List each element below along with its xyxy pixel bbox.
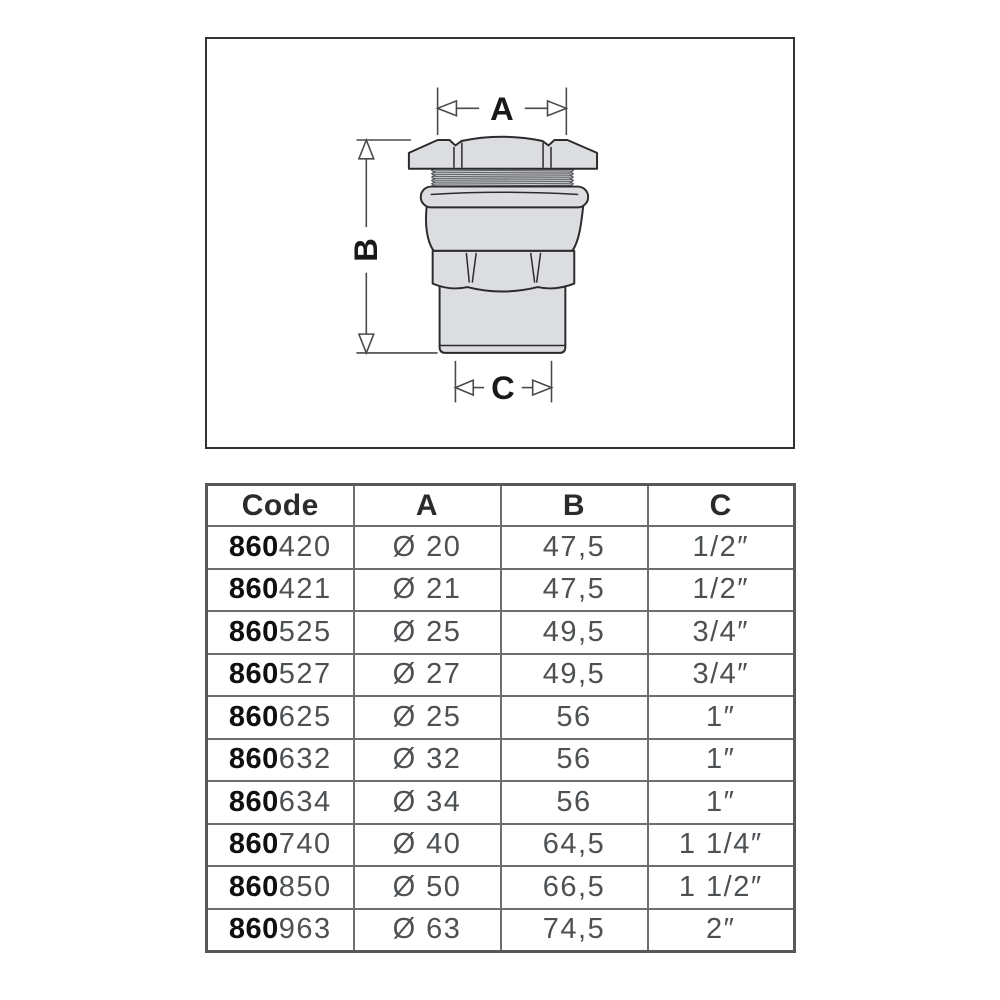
code-cell — [207, 909, 354, 952]
dim-b-cell: 66,5 — [501, 866, 648, 909]
dim-c-cell: 3/4″ — [648, 654, 795, 697]
dim-b-cell: 47,5 — [501, 526, 648, 569]
dim-a-cell: Ø 34 — [354, 781, 501, 824]
code-prefix: 860 — [228, 700, 279, 733]
code-cell — [207, 654, 354, 697]
dim-b-cell: 47,5 — [501, 569, 648, 612]
code-prefix: 860 — [228, 530, 279, 563]
dim-b-arrow-bottom — [359, 334, 374, 353]
code-cell — [207, 739, 354, 782]
fitting-body — [426, 206, 583, 251]
col-header-b: B — [501, 485, 648, 527]
table-row — [207, 654, 795, 697]
code-prefix: 860 — [228, 615, 279, 648]
dim-b-cell: 49,5 — [501, 611, 648, 654]
dim-a-arrow-left — [438, 101, 457, 116]
table-row — [207, 569, 795, 612]
dim-c-arrow-left — [455, 380, 473, 395]
table-row — [207, 866, 795, 909]
code-suffix: 420 — [278, 530, 332, 563]
dim-c-cell: 1 1/2″ — [648, 866, 795, 909]
fitting-collar — [421, 187, 588, 208]
code-prefix: 860 — [228, 573, 279, 606]
col-header-c: C — [648, 485, 795, 527]
dimensions-table-body — [207, 526, 795, 952]
code-cell — [207, 611, 354, 654]
dim-b-label: B — [346, 238, 384, 262]
dim-c-cell: 1″ — [648, 696, 795, 739]
code-prefix: 860 — [228, 785, 279, 818]
dim-c-cell: 1 1/4″ — [648, 824, 795, 867]
technical-drawing-box — [205, 37, 795, 449]
dim-a-cell: Ø 25 — [354, 696, 501, 739]
dim-a-cell: Ø 40 — [354, 824, 501, 867]
table-row — [207, 824, 795, 867]
dim-c — [455, 361, 551, 406]
code-suffix: 525 — [278, 615, 332, 648]
dim-c-cell: 1″ — [648, 739, 795, 782]
code-cell — [207, 526, 354, 569]
dim-c-cell: 2″ — [648, 909, 795, 952]
dim-a-label: A — [490, 89, 514, 127]
code-cell — [207, 866, 354, 909]
col-header-a: A — [354, 485, 501, 527]
code-cell — [207, 569, 354, 612]
dim-c-cell: 1/2″ — [648, 569, 795, 612]
col-header-code: Code — [207, 485, 354, 527]
code-suffix: 527 — [278, 658, 332, 691]
code-prefix: 860 — [228, 870, 279, 903]
code-suffix: 740 — [278, 828, 332, 861]
dim-c-arrow-right — [533, 380, 552, 395]
table-row — [207, 526, 795, 569]
dim-a-cell: Ø 32 — [354, 739, 501, 782]
dim-c-cell: 1″ — [648, 781, 795, 824]
header-row — [207, 485, 795, 527]
table-row — [207, 611, 795, 654]
code-suffix: 634 — [278, 785, 332, 818]
dim-c-cell: 3/4″ — [648, 611, 795, 654]
dim-c-cell: 1/2″ — [648, 526, 795, 569]
code-suffix: 421 — [278, 573, 332, 606]
code-prefix: 860 — [228, 743, 279, 776]
dim-a-cell: Ø 25 — [354, 611, 501, 654]
code-prefix: 860 — [228, 828, 279, 861]
code-suffix: 625 — [278, 700, 332, 733]
dim-a-cell: Ø 63 — [354, 909, 501, 952]
dim-a-arrow-right — [548, 101, 567, 116]
code-cell — [207, 781, 354, 824]
code-suffix: 632 — [278, 743, 332, 776]
dimensions-table-head — [207, 485, 795, 527]
dim-b — [347, 140, 438, 353]
table-row — [207, 909, 795, 952]
dim-b-cell: 49,5 — [501, 654, 648, 697]
dim-c-label: C — [491, 369, 515, 407]
code-prefix: 860 — [228, 658, 279, 691]
dim-a-cell: Ø 27 — [354, 654, 501, 697]
fitting-pipe — [440, 286, 566, 353]
dim-a-cell: Ø 20 — [354, 526, 501, 569]
dim-a — [438, 88, 567, 136]
table-row — [207, 739, 795, 782]
code-prefix: 860 — [228, 913, 279, 946]
dimensions-table — [205, 483, 796, 953]
dim-b-cell: 64,5 — [501, 824, 648, 867]
dim-b-cell: 56 — [501, 696, 648, 739]
code-cell — [207, 824, 354, 867]
code-suffix: 963 — [278, 913, 332, 946]
dim-a-cell: Ø 50 — [354, 866, 501, 909]
dim-b-cell: 56 — [501, 781, 648, 824]
fitting-drawing — [207, 39, 793, 447]
dim-b-cell: 56 — [501, 739, 648, 782]
dim-b-arrow-top — [359, 140, 374, 159]
fitting-hex-section — [433, 251, 575, 292]
dim-a-cell: Ø 21 — [354, 569, 501, 612]
table-row — [207, 781, 795, 824]
code-cell — [207, 696, 354, 739]
table-row — [207, 696, 795, 739]
fitting-top-nut — [409, 137, 597, 169]
dim-b-cell: 74,5 — [501, 909, 648, 952]
code-suffix: 850 — [278, 870, 332, 903]
